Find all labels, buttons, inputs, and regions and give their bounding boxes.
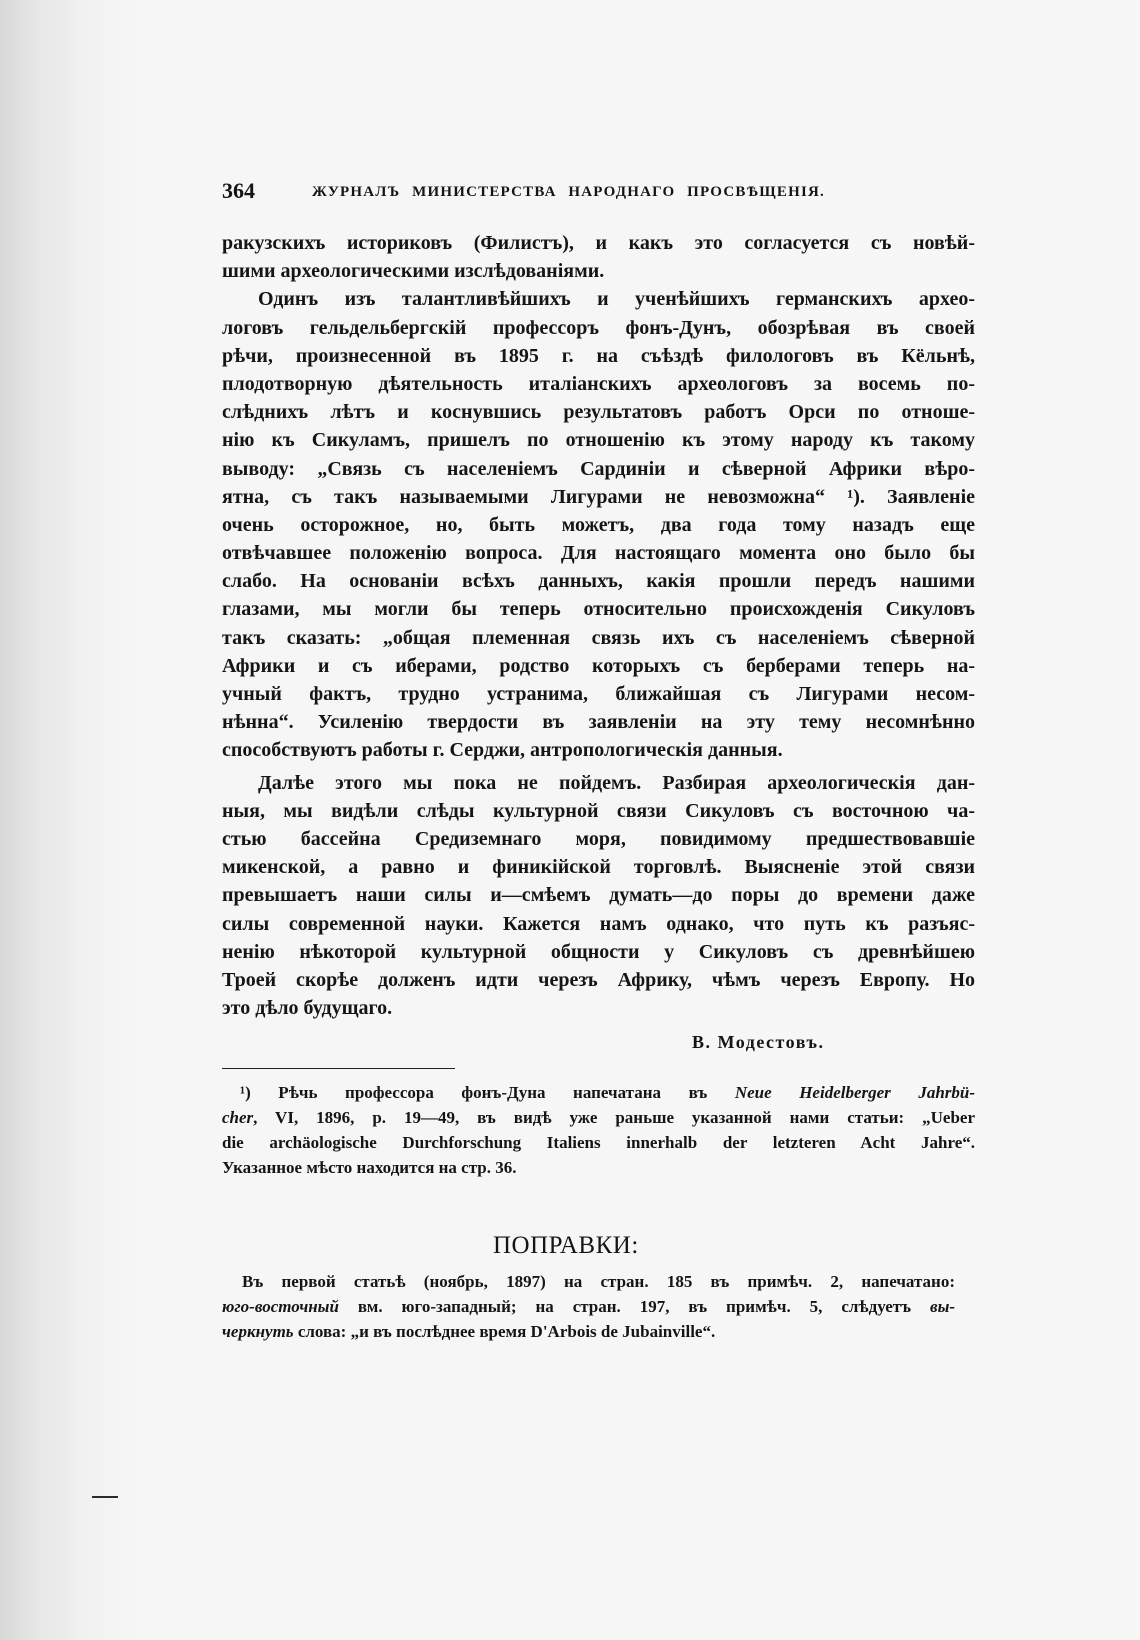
text-line: ныя, мы видѣли слѣды культурной связи Сикуловъ съ восточною ча- — [222, 799, 975, 822]
corrections-text: вм. юго-западный; на стран. 197, въ примѣч. 5, слѣдуетъ — [357, 1297, 912, 1316]
text-line: логовъ гельдельбергскій профессоръ фонъ-Дунъ, обозрѣвая въ своей — [222, 316, 975, 339]
text-line: это дѣло будущаго. — [222, 997, 393, 1020]
text-line: плодотворную дѣятельность италіанскихъ археологовъ за восемь по- — [222, 372, 975, 395]
text-line: микенской, а равно и финикійской торговлѣ. Выясненіе этой связи — [222, 856, 975, 879]
text-line: учный фактъ, трудно устранима, ближайшая съ Лигурами несом- — [222, 683, 975, 705]
corrections-italic: вы- — [929, 1297, 956, 1316]
text-line: силы современной науки. Кажется намъ однако, что путь къ разъяс- — [222, 912, 975, 935]
text-line: ракузскихъ историковъ (Филистъ), и какъ это согласуется съ новѣй- — [222, 232, 975, 254]
text-line: Далѣе этого мы пока не пойдемъ. Разбирая археологическія дан- — [258, 771, 975, 794]
text-line: такъ сказать: „общая племенная связь ихъ съ населеніемъ сѣверной — [222, 626, 975, 649]
footnote — [222, 1080, 975, 1180]
footnote-line — [222, 1105, 975, 1130]
text-line: ненію нѣкоторой культурной общности у Сикуловъ съ древнѣйшею — [222, 940, 975, 963]
text-line: слабо. На основаніи всѣхъ данныхъ, какія прошли передъ нашими — [222, 570, 975, 593]
text-line: очень осторожное, но, быть можетъ, два года тому назадъ еще — [222, 513, 975, 536]
page-number: 364 — [222, 178, 255, 203]
footnote-line: die archäologische Durchforschung Italiens innerhalb der letzteren Acht Jahre“. — [222, 1133, 975, 1152]
paragraph-2 — [222, 285, 975, 764]
text-line: слѣднихъ лѣтъ и коснувшись результатовъ работъ Орси по отноше- — [222, 401, 975, 424]
footnote-italic-title: Neue Heidelberger Jahrbü- — [734, 1083, 976, 1102]
scan-mark-line — [92, 1496, 118, 1498]
main-text — [222, 229, 975, 1022]
running-title: ЖУРНАЛЪ МИНИСТЕРСТВА НАРОДНАГО ПРОСВѢЩЕНІЯ. — [312, 184, 825, 200]
paragraph-1 — [222, 229, 975, 285]
text-line: нію къ Сикуламъ, пришелъ по отношенію къ этому народу къ такому — [222, 429, 975, 452]
text-line: нѣнна“. Усиленію твердости въ заявленіи на эту тему несомнѣнно — [222, 711, 975, 734]
corrections — [222, 1269, 955, 1344]
text-line: стью бассейна Средиземнаго моря, повидимому предшествовавшіе — [222, 827, 975, 850]
text-line: отвѣчавшее положенію вопроса. Для настоящаго момента оно было бы — [222, 542, 975, 565]
text-line: Одинъ изъ талантливѣйшихъ и ученѣйшихъ германскихъ архео- — [258, 288, 975, 311]
footnote-rule — [222, 1068, 455, 1069]
text-line: рѣчи, произнесенной въ 1895 г. на съѣздѣ филологовъ въ Кёльнѣ, — [222, 344, 975, 367]
text-line: шими археологическими изслѣдованіями. — [222, 260, 605, 283]
corrections-heading: ПОПРАВКИ: — [493, 1232, 639, 1259]
author-signature: В. Модестовъ. — [692, 1032, 825, 1052]
text-line: превышаетъ наши силы и—смѣемъ думать—до поры до времени даже — [222, 884, 975, 907]
footnote-text: , VI, 1896, p. 19—49, въ видѣ уже раньше указанной нами статьи: „Ueber — [253, 1108, 975, 1127]
text-line: выводу: „Связь съ населеніемъ Сардиніи и сѣверной Африки вѣро- — [222, 457, 975, 480]
corrections-line — [222, 1294, 955, 1319]
corrections-italic: черкнуть — [222, 1322, 294, 1341]
text-line: Африки и съ иберами, родство которыхъ съ берберами теперь на- — [222, 654, 975, 677]
footnote-line — [222, 1080, 975, 1105]
text-line: ятна, съ такъ называемыми Лигурами не невозможна“ ¹). Заявленіе — [222, 485, 975, 508]
paragraph-3 — [222, 769, 975, 1023]
corrections-text: слова: „и въ послѣднее время D'Arbois de Jubainville“. — [297, 1322, 716, 1341]
text-line: Троей скорѣе долженъ идти черезъ Африку, чѣмъ черезъ Европу. Но — [222, 968, 975, 991]
corrections-line: Въ первой статьѣ (ноябрь, 1897) на стран. 185 въ примѣч. 2, напечатано: — [242, 1272, 955, 1291]
footnote-line: Указанное мѣсто находится на стр. 36. — [222, 1158, 517, 1177]
corrections-line — [222, 1319, 955, 1344]
text-line: глазами, мы могли бы теперь относительно происхожденія Сикуловъ — [222, 598, 975, 621]
text-line: способствуютъ работы г. Серджи, антропологическія данныя. — [222, 739, 783, 762]
corrections-italic: юго-восточный — [222, 1297, 339, 1316]
footnote-italic-title: cher — [222, 1108, 254, 1127]
footnote-text: ¹) Рѣчь профессора фонъ-Дуна напечатана въ — [240, 1083, 708, 1102]
